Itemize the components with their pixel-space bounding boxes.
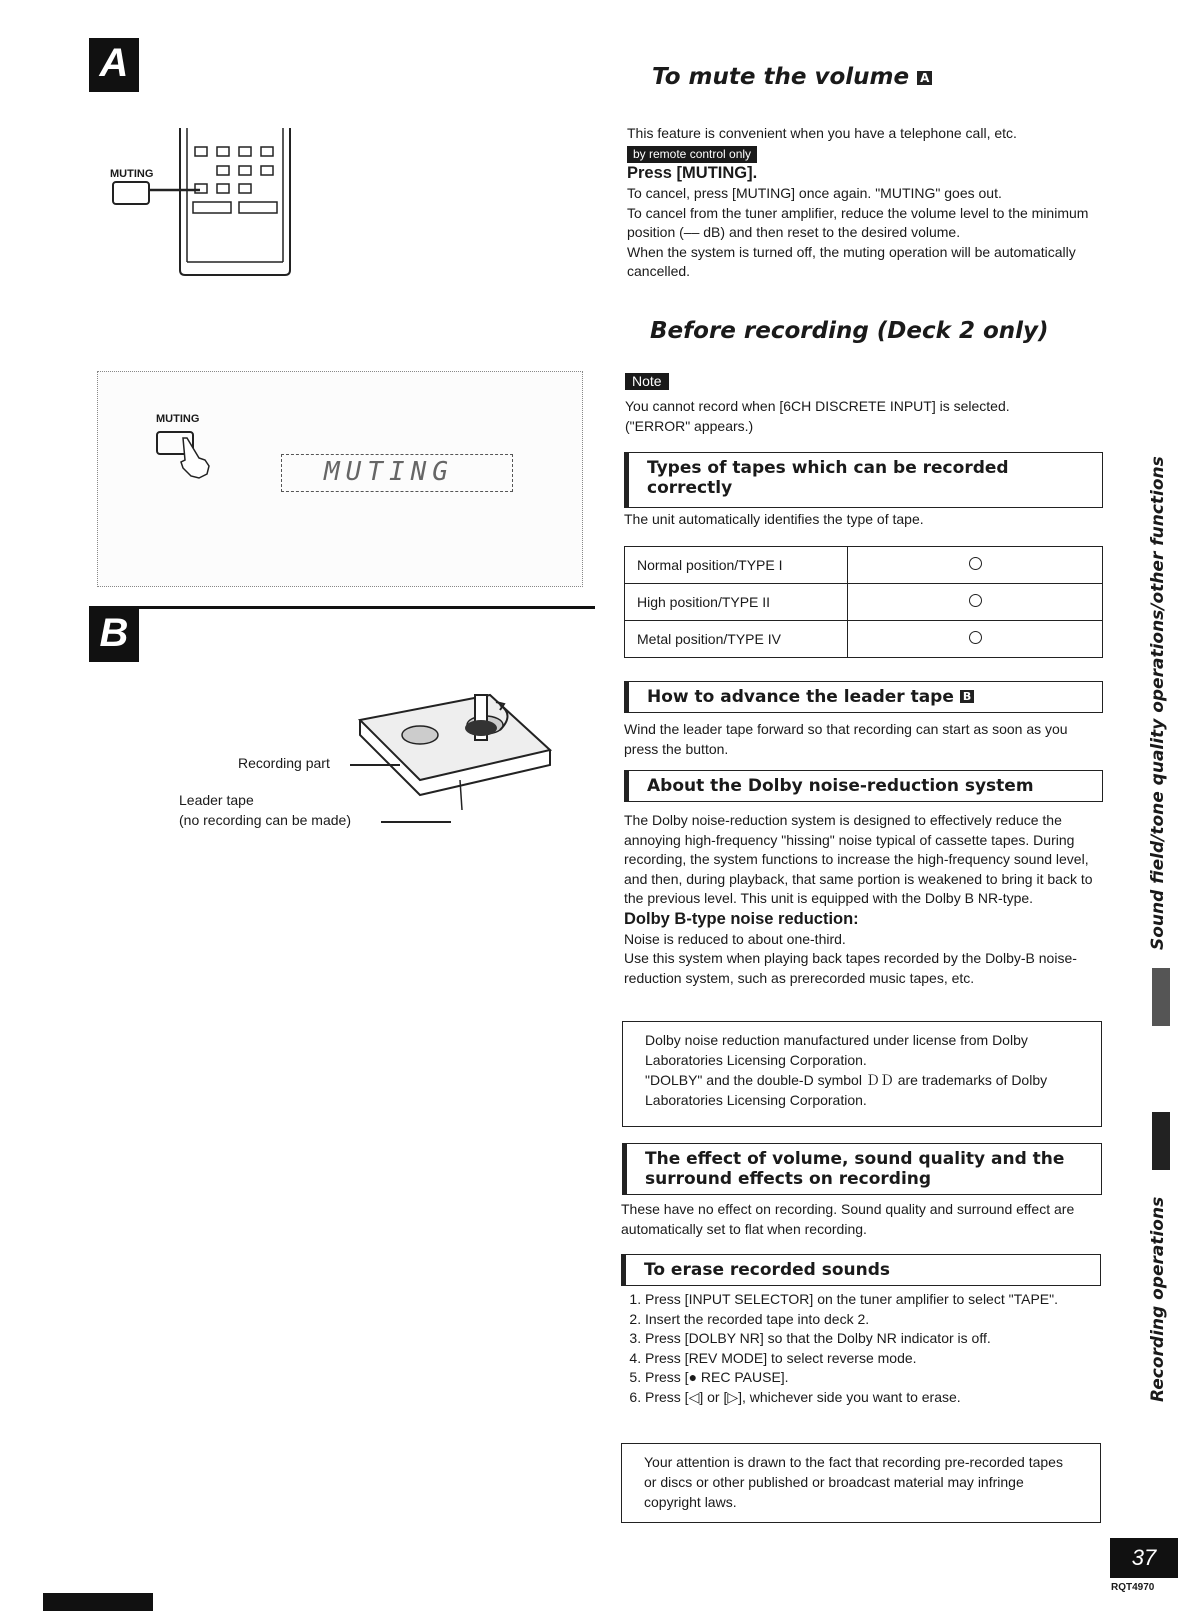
leader-text: Wind the leader tape forward so that recording can start as soon as you press the button. (624, 721, 1068, 757)
remote-control-illustration (105, 120, 305, 280)
effect-heading (622, 1143, 1102, 1195)
leader-tape-note: (no recording can be made) (179, 812, 351, 828)
mute-line-2: To cancel from the tuner amplifier, reduce the volume level to the minimum position (–– dB) and then reset to the desired volume. (627, 204, 1089, 240)
muting-display-panel (97, 371, 583, 587)
note-line-2: ("ERROR" appears.) (625, 417, 754, 434)
dolby-heading-text: About the Dolby noise-reduction system (647, 776, 1034, 796)
leader-heading-ref: B (960, 690, 974, 703)
table-row (625, 547, 1103, 584)
list-item: 5. Press [● REC PAUSE]. (645, 1368, 1101, 1388)
list-item: 2. Insert the recorded tape into deck 2. (645, 1310, 1101, 1330)
table-row (625, 621, 1103, 658)
remote-only-chip: by remote control only (627, 146, 757, 163)
license-line-2: "DOLBY" and the double-D symbol ＤＤ are trademarks of Dolby Laboratories Licensing Corporation. (645, 1072, 1048, 1108)
side-tab-lower: Recording operations (1148, 1196, 1168, 1402)
mute-intro: This feature is convenient when you have a telephone call, etc. (627, 125, 1017, 141)
recording-part-line (350, 764, 400, 766)
recording-part-label: Recording part (238, 755, 330, 771)
section-b-badge: B (89, 608, 139, 662)
bottom-left-mark (43, 1593, 153, 1611)
mute-title-text: To mute the volume (652, 64, 910, 90)
erase-steps (621, 1290, 1101, 1407)
mute-title-ref: A (917, 71, 932, 85)
note-badge: Note (625, 373, 669, 390)
mute-press: Press [MUTING]. (627, 164, 758, 182)
tape-type-mark (848, 584, 1103, 621)
side-tab-block-1 (1152, 968, 1170, 1026)
mute-line-3: When the system is turned off, the muting operation will be automatically cancelled. (627, 243, 1076, 279)
before-recording-title: Before recording (Deck 2 only) (650, 318, 1049, 344)
leader-heading-row (647, 687, 1080, 707)
section-a-badge: A (89, 38, 139, 92)
effect-heading-text: The effect of volume, sound quality and the surround effects on recording (645, 1149, 1065, 1189)
mute-line-1: To cancel, press [MUTING] once again. "MUTING" goes out. (627, 185, 1002, 201)
document-code: RQT4970 (1111, 1582, 1155, 1593)
effect-text: These have no effect on recording. Sound quality and surround effect are automatically set to flat when recording. (621, 1201, 1075, 1237)
leader-tape-label: Leader tape (179, 792, 254, 808)
dolby-license-box (622, 1021, 1102, 1127)
erase-heading-text: To erase recorded sounds (644, 1260, 891, 1280)
side-tab-upper: Sound field/tone quality operations/other functions (1148, 456, 1168, 950)
lcd-display (281, 454, 513, 492)
tape-types-table (624, 546, 1103, 658)
leader-heading-text: How to advance the leader tape (647, 687, 954, 707)
table-row (625, 584, 1103, 621)
leader-tape-line (381, 821, 451, 823)
mute-body (627, 124, 1105, 282)
tape-type-name: High position/TYPE II (625, 584, 848, 621)
circle-icon (969, 557, 982, 570)
dolby-subheading: Dolby B-type noise reduction: (624, 909, 859, 928)
list-item: 3. Press [DOLBY NR] so that the Dolby NR indicator is off. (645, 1329, 1101, 1349)
list-item: 6. Press [◁] or [▷], whichever side you want to erase. (645, 1388, 1101, 1408)
dolby-sub-line-1: Noise is reduced to about one-third. (624, 930, 846, 947)
page-number: 37 (1110, 1538, 1178, 1578)
types-heading-text: Types of tapes which can be recorded correctly (647, 458, 1009, 498)
dolby-text: The Dolby noise-reduction system is designed to effectively reduce the annoying high-frequency "hissing" noise typical of cassette tapes. During recording, the system functions to increase the high-frequency sound level, and then, during playback, that same portion is weakened to bring it back to the previous level. This unit is equipped with the Dolby B NR-type. (624, 812, 1093, 906)
circle-icon (969, 594, 982, 607)
types-text: The unit automatically identifies the type of tape. (624, 511, 924, 527)
side-tab-block-2 (1152, 1112, 1170, 1170)
note-line-1: You cannot record when [6CH DISCRETE INPUT] is selected. (625, 398, 1010, 414)
cassette-illustration (350, 680, 560, 825)
circle-icon (969, 631, 982, 644)
tape-type-name: Metal position/TYPE IV (625, 621, 848, 658)
types-heading (624, 452, 1103, 508)
tape-type-name: Normal position/TYPE I (625, 547, 848, 584)
note-body (625, 397, 1105, 436)
dolby-body (624, 811, 1100, 988)
tape-type-mark (848, 547, 1103, 584)
press-hand-icon (153, 424, 223, 484)
erase-steps-list (621, 1290, 1101, 1407)
section-b-divider (89, 606, 595, 609)
list-item: 1. Press [INPUT SELECTOR] on the tuner amplifier to select "TAPE". (645, 1290, 1101, 1310)
mute-title (652, 64, 932, 90)
dolby-heading (624, 770, 1103, 802)
list-item: 4. Press [REV MODE] to select reverse mode. (645, 1349, 1101, 1369)
remote-muting-label: MUTING (110, 168, 154, 180)
lcd-muting-text: MUTING (324, 457, 454, 487)
tape-type-mark (848, 621, 1103, 658)
leader-heading (624, 681, 1103, 713)
panel-muting-label: MUTING (156, 413, 200, 425)
license-line-1: Dolby noise reduction manufactured under license from Dolby Laboratories Licensing Corporation. (645, 1032, 1028, 1068)
dolby-sub-line-2: Use this system when playing back tapes recorded by the Dolby-B noise-reduction system, such as prerecorded music tapes, etc. (624, 950, 1077, 986)
erase-heading (621, 1254, 1101, 1286)
copyright-box: Your attention is drawn to the fact that recording pre-recorded tapes or discs or other published or broadcast material may infringe copyright laws. (621, 1443, 1101, 1523)
